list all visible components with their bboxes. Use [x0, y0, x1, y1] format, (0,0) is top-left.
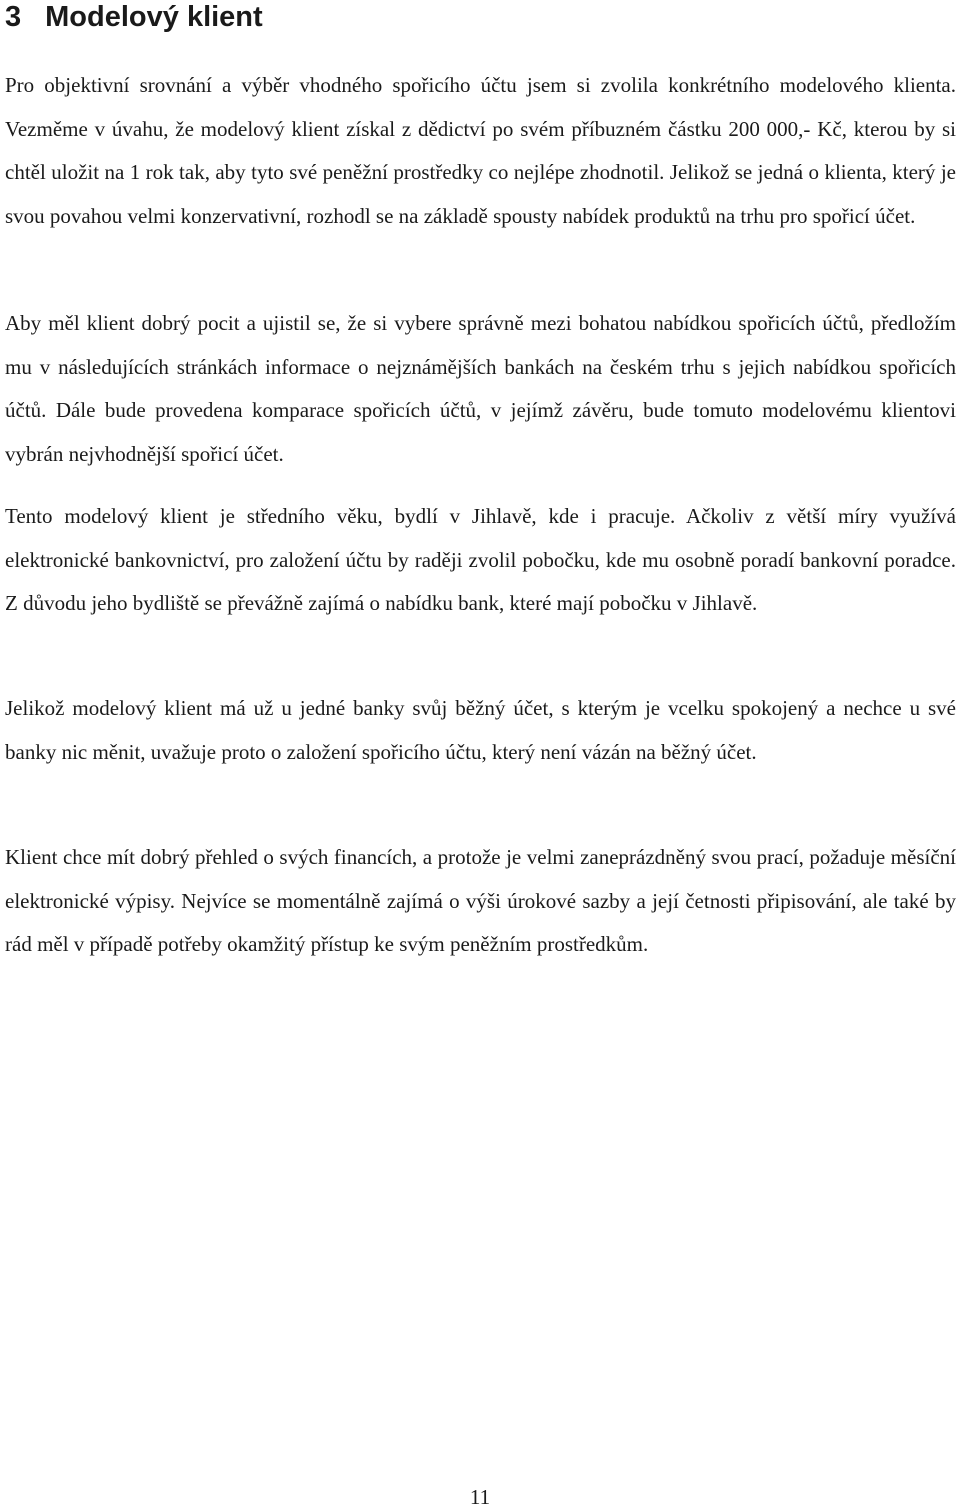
paragraph-3: Tento modelový klient je středního věku, bydlí v Jihlavě, kde i pracuje. Ačkoliv z větší míry využívá elektronické bankovnictví, pro založení účtu by raději zvolil pobočku, kde mu osobně poradí bankovní poradce. Z důvodu jeho bydliště se převážně zajímá o nabídku bank, které mají pobočku v Jihlavě.	[5, 504, 956, 616]
paragraph-4: Jelikož modelový klient má už u jedné banky svůj běžný účet, s kterým je vcelku spokojený a nechce u své banky nic měnit, uvažuje proto o založení spořicího účtu, který není vázán na běžný účet.	[5, 696, 956, 764]
page-number: 11	[469, 1485, 491, 1509]
paragraph-2: Aby měl klient dobrý pocit a ujistil se, že si vybere správně mezi bohatou nabídkou spořicích účtů, předložím mu v následujících stránkách informace o nejznámějších bankách na českém trhu s jejich nabídkou spořicích účtů. Dále bude provedena komparace spořicích účtů, v jejímž závěru, bude tomuto modelovému klientovi vybrán nejvhodnější spořicí účet.	[5, 311, 956, 466]
paragraph-1: Pro objektivní srovnání a výběr vhodného spořicího účtu jsem si zvolila konkrétního modelového klienta. Vezměme v úvahu, že modelový klient získal z dědictví po svém příbuzném částku 200 000,- Kč, kterou by si chtěl uložit na 1 rok tak, aby tyto své peněžní prostředky co nejlépe zhodnotil. Jelikož se jedná o klienta, který je svou povahou velmi konzervativní, rozhodl se na základě spousty nabídek produktů na trhu pro spořicí účet.	[5, 73, 956, 228]
document-page	[5, 0, 956, 957]
chapter-number: 3	[5, 1, 22, 33]
paragraph-5: Klient chce mít dobrý přehled o svých financích, a protože je velmi zaneprázdněný svou prací, požaduje měsíční elektronické výpisy. Nejvíce se momentálně zajímá o výši úrokové sazby a její četnosti připisování, ale také by rád měl v případě potřeby okamžitý přístup ke svým peněžním prostředkům.	[5, 845, 956, 957]
chapter-title: Modelový klient	[45, 1, 263, 33]
chapter-heading	[5, 0, 956, 34]
